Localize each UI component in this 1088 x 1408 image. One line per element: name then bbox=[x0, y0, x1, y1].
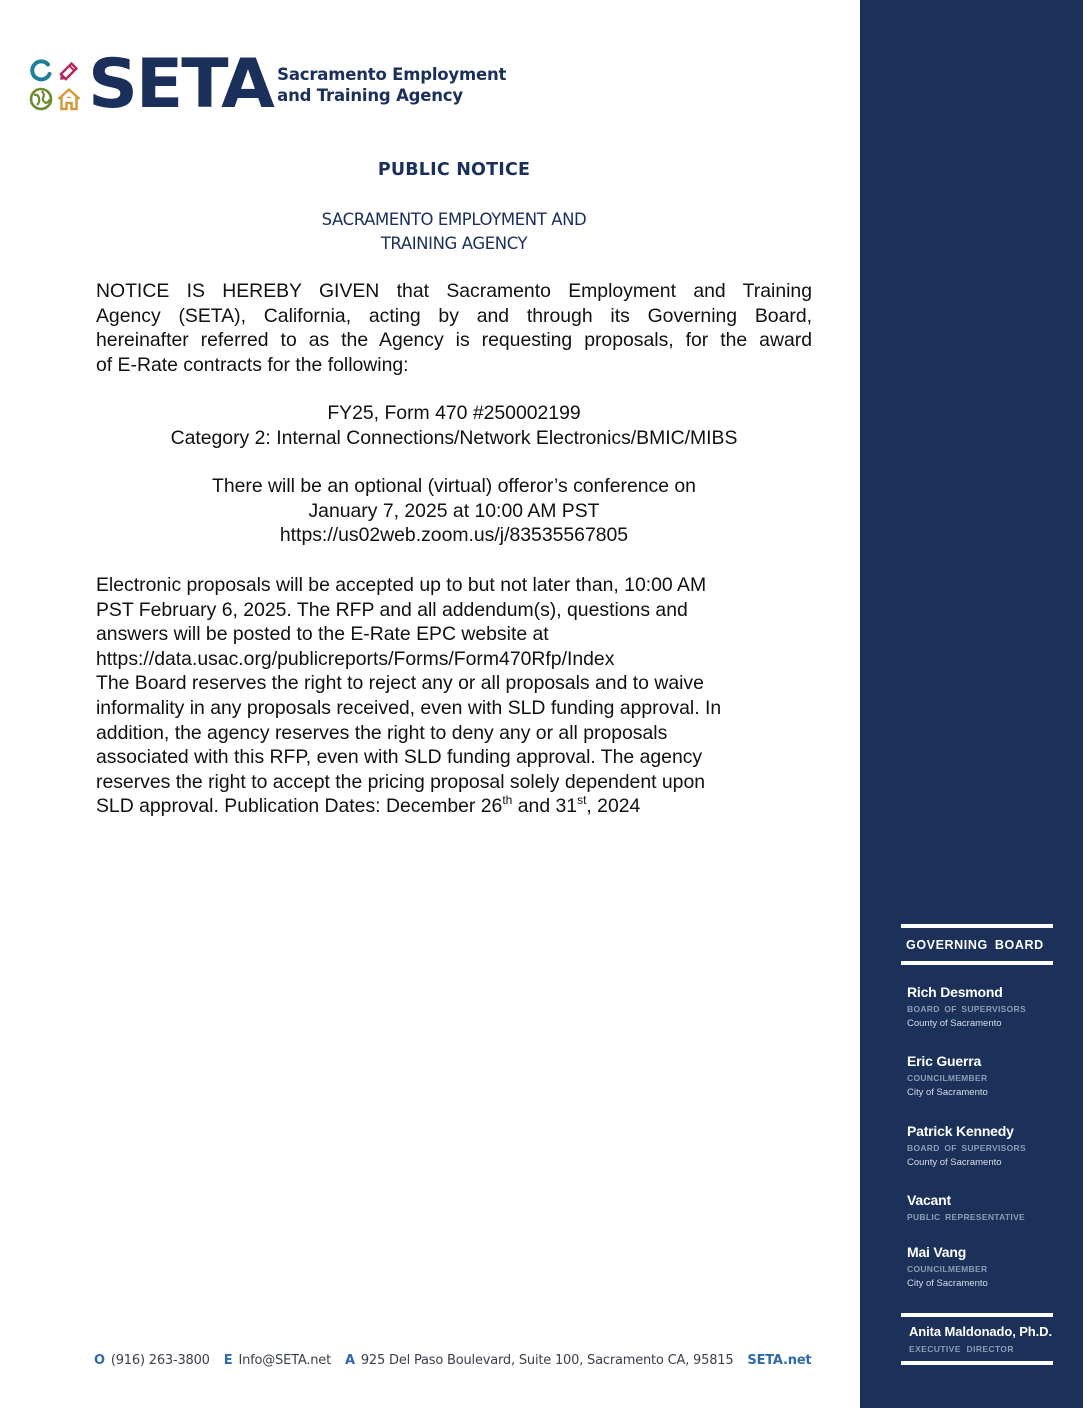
board-member bbox=[907, 1244, 988, 1291]
body-line: associated with this RFP, even with SLD funding approval. The agency bbox=[96, 746, 703, 769]
board-member bbox=[907, 984, 1026, 1031]
agency-name-line2: TRAINING AGENCY bbox=[380, 234, 528, 253]
member-role: COUNCILMEMBER bbox=[907, 1073, 988, 1083]
member-name: Rich Desmond bbox=[907, 984, 1003, 1000]
body-line: Electronic proposals will be accepted up to but not later than, 10:00 AM bbox=[96, 574, 707, 596]
member-name: Vacant bbox=[907, 1192, 951, 1208]
intro-line: hereinafter referred to as the Agency is requesting proposals, for the award bbox=[96, 329, 812, 352]
executive-role: EXECUTIVE DIRECTOR bbox=[909, 1344, 1014, 1354]
phone-label: O bbox=[94, 1353, 105, 1368]
intro-paragraph bbox=[96, 279, 812, 377]
agency-name-line1: SACRAMENTO EMPLOYMENT AND bbox=[321, 210, 587, 229]
intro-line: Agency (SETA), California, acting by and through its Governing Board, bbox=[96, 304, 812, 327]
logo-subtitle-line1: Sacramento Employment bbox=[277, 65, 507, 84]
member-org: City of Sacramento bbox=[907, 1278, 988, 1289]
category-line: Category 2: Internal Connections/Network Electronics/BMIC/MIBS bbox=[170, 426, 738, 449]
member-name: Eric Guerra bbox=[907, 1053, 982, 1069]
publication-text: SLD approval. Publication Dates: December 26 bbox=[96, 795, 503, 818]
governing-board-sidebar bbox=[860, 0, 1083, 1408]
member-role: PUBLIC REPRESENTATIVE bbox=[907, 1212, 1026, 1222]
conference-info bbox=[96, 474, 812, 548]
epc-website-link[interactable]: https://data.usac.org/publicreports/Forms/Form470Rfp/Index bbox=[96, 647, 615, 670]
body-line: informality in any proposals received, even with SLD funding approval. In bbox=[96, 696, 722, 719]
member-org: County of Sacramento bbox=[907, 1157, 1002, 1168]
conference-line: There will be an optional (virtual) offeror’s conference on bbox=[212, 475, 696, 497]
publication-text: , 2024 bbox=[586, 795, 641, 818]
member-name: Mai Vang bbox=[907, 1244, 967, 1260]
board-member bbox=[907, 1053, 988, 1100]
board-member bbox=[907, 1123, 1026, 1170]
body-line: answers will be posted to the E-Rate EPC website at bbox=[96, 623, 549, 646]
intro-line: of E-Rate contracts for the following: bbox=[96, 353, 409, 376]
conference-datetime: January 7, 2025 at 10:00 AM PST bbox=[308, 499, 600, 522]
member-role: BOARD OF SUPERVISORS bbox=[907, 1143, 1026, 1153]
body-line: PST February 6, 2025. The RFP and all addendum(s), questions and bbox=[96, 598, 688, 621]
logo-icon-grid bbox=[28, 58, 82, 112]
body-line: reserves the right to accept the pricing proposal solely dependent upon bbox=[96, 770, 706, 793]
member-org: City of Sacramento bbox=[907, 1087, 988, 1098]
executive-director bbox=[909, 1324, 1052, 1354]
address-label: A bbox=[344, 1353, 355, 1368]
form-info bbox=[96, 401, 812, 450]
member-role: COUNCILMEMBER bbox=[907, 1264, 988, 1274]
contact-footer bbox=[94, 1353, 811, 1368]
ordinal-suffix: st bbox=[577, 793, 587, 808]
website-link[interactable]: SETA.net bbox=[747, 1353, 812, 1368]
member-org: County of Sacramento bbox=[907, 1018, 1002, 1029]
ordinal-suffix: th bbox=[502, 793, 513, 808]
seta-logo bbox=[28, 45, 507, 124]
street-address: 925 Del Paso Boulevard, Suite 100, Sacramento CA, 95815 bbox=[360, 1353, 734, 1368]
logo-wordmark: SETA bbox=[88, 45, 273, 124]
divider bbox=[901, 961, 1053, 965]
ring-icon bbox=[28, 58, 54, 84]
publication-dates bbox=[96, 794, 796, 819]
agency-name bbox=[96, 208, 812, 256]
pencil-icon bbox=[56, 58, 82, 84]
globe-icon bbox=[28, 86, 54, 112]
email-label: E bbox=[223, 1353, 233, 1368]
divider bbox=[901, 924, 1053, 928]
conference-link[interactable]: https://us02web.zoom.us/j/83535567805 bbox=[279, 524, 629, 547]
executive-name: Anita Maldonado, Ph.D. bbox=[909, 1324, 1052, 1339]
member-role: BOARD OF SUPERVISORS bbox=[907, 1004, 1026, 1014]
member-name: Patrick Kennedy bbox=[907, 1123, 1014, 1139]
divider bbox=[901, 1361, 1053, 1365]
logo-subtitle-line2: and Training Agency bbox=[277, 86, 463, 105]
form-number: FY25, Form 470 #250002199 bbox=[327, 402, 581, 424]
proposal-paragraph bbox=[96, 573, 796, 819]
body-line: addition, the agency reserves the right to deny any or all proposals bbox=[96, 721, 668, 744]
body-line: The Board reserves the right to reject any or all proposals and to waive bbox=[96, 672, 704, 695]
phone-number[interactable]: (916) 263-3800 bbox=[110, 1353, 210, 1368]
publication-text: and 31 bbox=[512, 795, 578, 818]
board-member bbox=[907, 1192, 1025, 1224]
notice-title: PUBLIC NOTICE bbox=[377, 160, 531, 180]
divider bbox=[901, 1313, 1053, 1317]
board-title: GOVERNING BOARD bbox=[906, 938, 1044, 952]
intro-line: NOTICE IS HEREBY GIVEN that Sacramento Employment and Training bbox=[96, 280, 812, 302]
email-address[interactable]: Info@SETA.net bbox=[238, 1353, 331, 1368]
logo-subtitle bbox=[277, 64, 506, 106]
house-icon bbox=[56, 86, 82, 112]
